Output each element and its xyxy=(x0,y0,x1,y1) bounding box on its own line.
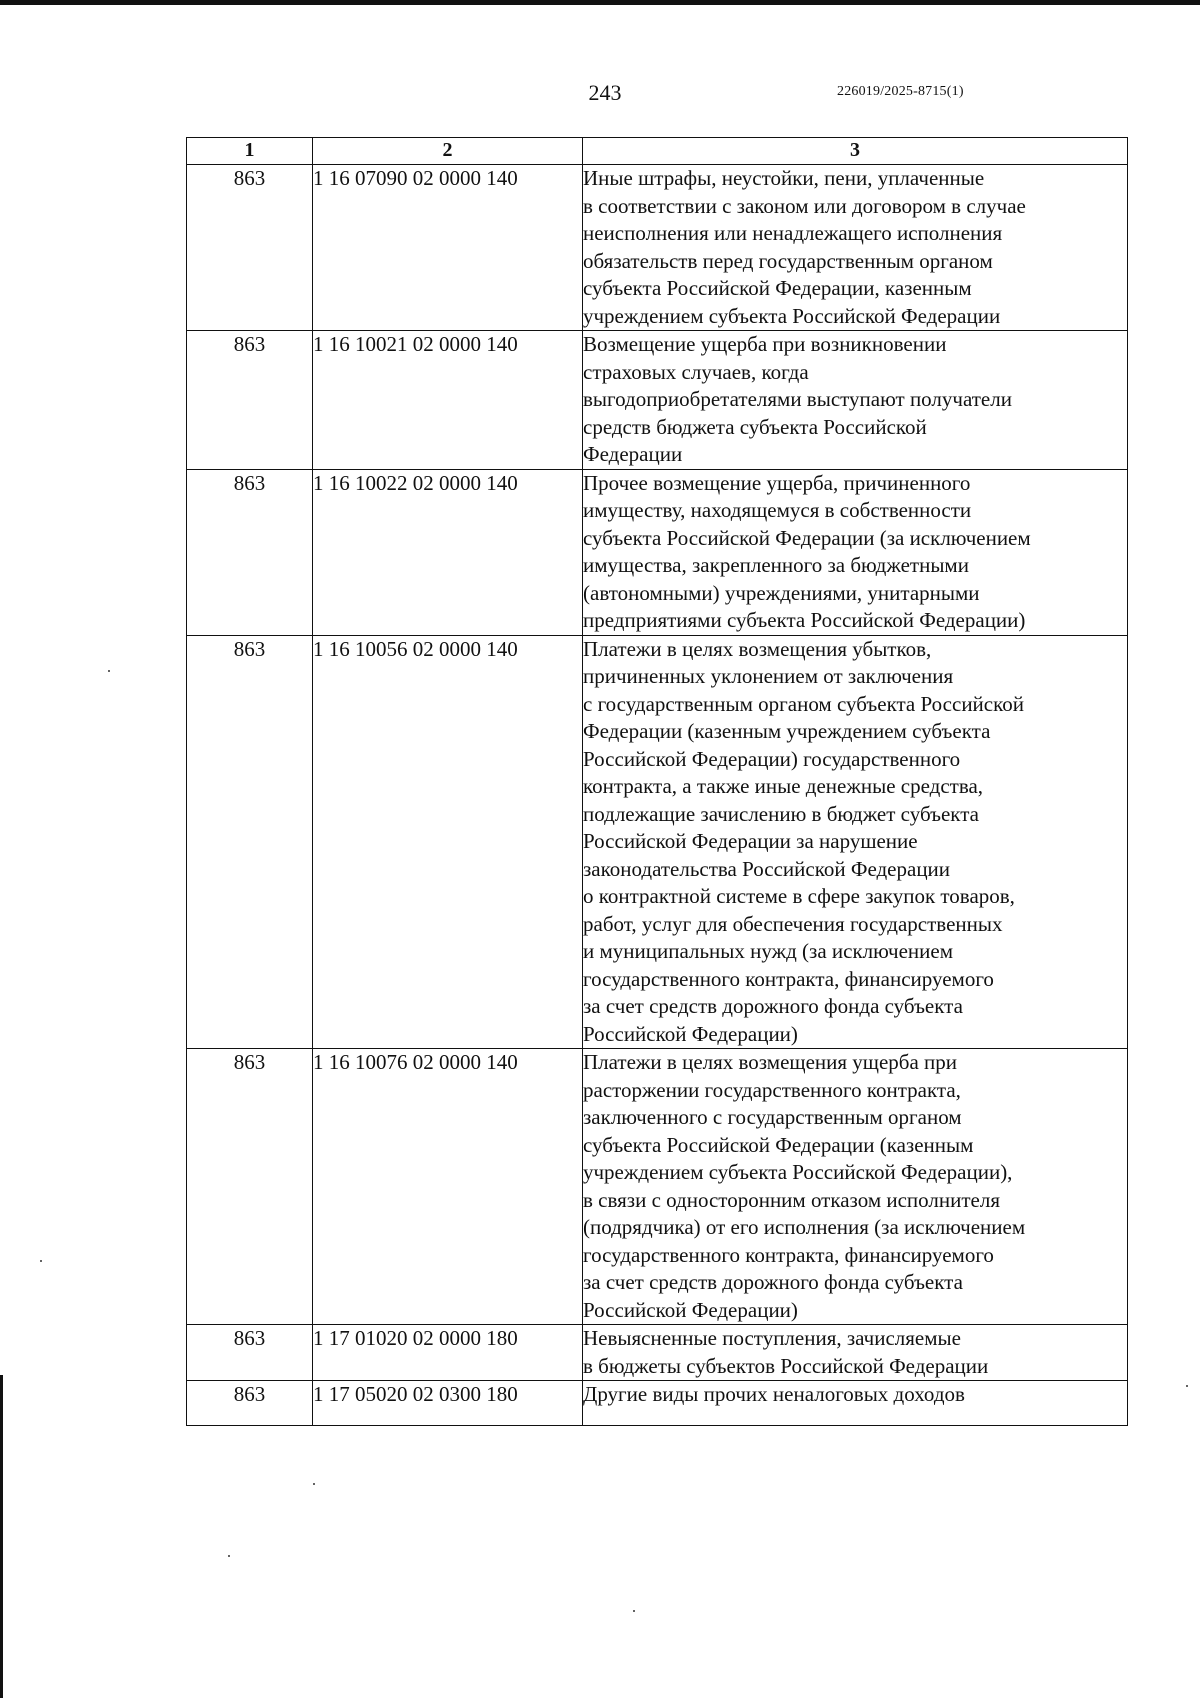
income-code-cell: 1 17 05020 02 0300 180 xyxy=(313,1381,583,1426)
admin-code-cell: 863 xyxy=(187,469,313,635)
admin-code-cell: 863 xyxy=(187,1325,313,1381)
column-header-admin: 1 xyxy=(187,138,313,165)
description-cell: Платежи в целях возмещения ущерба при расторжении государственного контракта, заключенного с государственным органом субъекта Российской Федерации (казенным учреждением субъекта Российской Федерации), в связи с односторонним отказом исполнителя (подрядчика) от его исполнения (за исключением государственного контракта, финансируемого за счет средств дорожного фонда субъекта Российской Федерации) xyxy=(583,1049,1128,1325)
scan-speck xyxy=(40,1260,42,1262)
table-row xyxy=(187,165,1128,331)
document-reference: 226019/2025-8715(1) xyxy=(837,84,964,99)
income-code-cell: 1 16 10076 02 0000 140 xyxy=(313,1049,583,1325)
description-cell: Невыясненные поступления, зачисляемые в бюджеты субъектов Российской Федерации xyxy=(583,1325,1128,1381)
income-code-cell: 1 16 10056 02 0000 140 xyxy=(313,635,583,1049)
table-row xyxy=(187,331,1128,470)
table-row xyxy=(187,635,1128,1049)
description-cell: Возмещение ущерба при возникновении страховых случаев, когда выгодоприобретателями выступают получатели средств бюджета субъекта Российской Федерации xyxy=(583,331,1128,470)
table-row xyxy=(187,469,1128,635)
admin-code-cell: 863 xyxy=(187,165,313,331)
scan-speck xyxy=(228,1555,230,1557)
admin-code-cell: 863 xyxy=(187,635,313,1049)
admin-code-cell: 863 xyxy=(187,1381,313,1426)
description-cell: Иные штрафы, неустойки, пени, уплаченные в соответствии с законом или договором в случае неисполнения или ненадлежащего исполнения обязательств перед государственным органом субъекта Российской Федерации, казенным учреждением субъекта Российской Федерации xyxy=(583,165,1128,331)
income-code-cell: 1 16 10022 02 0000 140 xyxy=(313,469,583,635)
scan-top-edge xyxy=(0,0,1200,5)
table-row xyxy=(187,1325,1128,1381)
column-header-description: 3 xyxy=(583,138,1128,165)
scan-speck xyxy=(1186,1385,1188,1387)
admin-code-cell: 863 xyxy=(187,1049,313,1325)
description-cell: Прочее возмещение ущерба, причиненного имуществу, находящемуся в собственности субъекта Российской Федерации (за исключением имущества, закрепленного за бюджетными (автономными) учреждениями, унитарными предприятиями субъекта Российской Федерации) xyxy=(583,469,1128,635)
scan-speck xyxy=(108,670,110,672)
income-code-cell: 1 16 07090 02 0000 140 xyxy=(313,165,583,331)
scan-speck xyxy=(313,1483,315,1485)
table-header-row xyxy=(187,138,1128,165)
admin-code-cell: 863 xyxy=(187,331,313,470)
scan-speck xyxy=(633,1610,635,1612)
income-code-cell: 1 16 10021 02 0000 140 xyxy=(313,331,583,470)
table-row xyxy=(187,1049,1128,1325)
column-header-code: 2 xyxy=(313,138,583,165)
income-codes-table xyxy=(186,137,1128,1426)
page-number: 243 xyxy=(588,80,622,105)
description-cell: Платежи в целях возмещения убытков, причиненных уклонением от заключения с государственным органом субъекта Российской Федерации (казенным учреждением субъекта Российской Федерации) государственного контракта, а также иные денежные средства, подлежащие зачислению в бюджет субъекта Российской Федерации за нарушение законодательства Российской Федерации о контрактной системе в сфере закупок товаров, работ, услуг для обеспечения государственных и муниципальных нужд (за исключением государственного контракта, финансируемого за счет средств дорожного фонда субъекта Российской Федерации) xyxy=(583,635,1128,1049)
scan-left-edge xyxy=(0,1375,3,1698)
table-row xyxy=(187,1381,1128,1426)
description-cell: Другие виды прочих неналоговых доходов xyxy=(583,1381,1128,1426)
income-code-cell: 1 17 01020 02 0000 180 xyxy=(313,1325,583,1381)
